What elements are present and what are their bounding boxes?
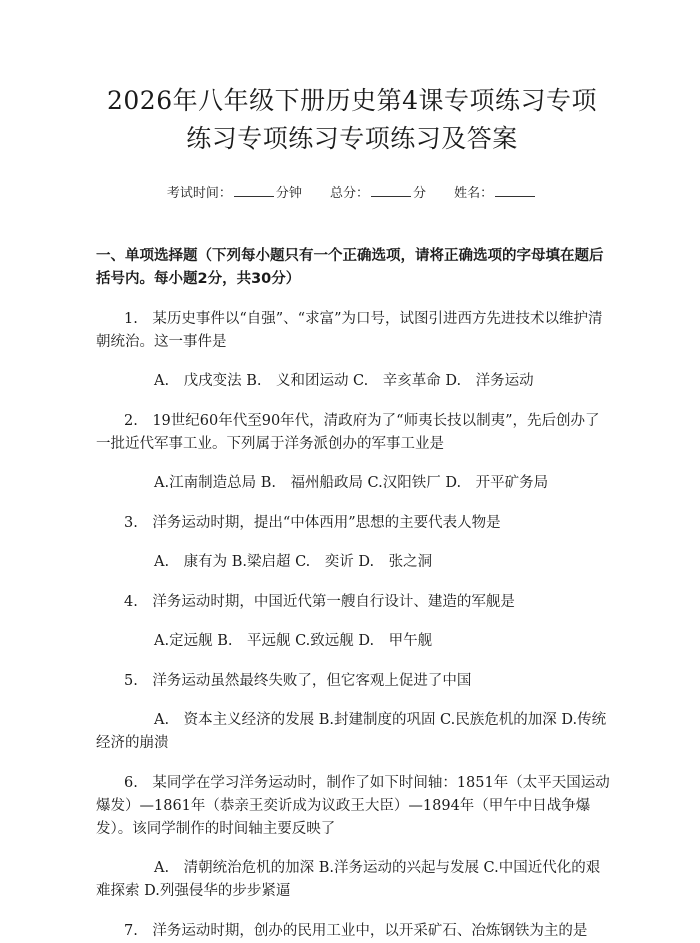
total-score-field xyxy=(330,186,430,201)
question-stem: 1. 某历史事件以“自强”、“求富”为口号，试图引进西方先进技术以维护清朝统治。这一事件是 xyxy=(96,311,603,350)
question-options: A. 清朝统治危机的加深 B.洋务运动的兴起与发展 C.中国近代化的艰难探索 D.列强侵华的步步紧逼 xyxy=(96,860,601,899)
question-options: A.定远舰 B. 平远舰 C.致远舰 D. 甲午舰 xyxy=(154,633,433,649)
total-score-unit: 分 xyxy=(413,186,427,201)
question-options: A. 资本主义经济的发展 B.封建制度的巩固 C.民族危机的加深 D.传统经济的崩溃 xyxy=(96,712,607,751)
question-options: A. 康有为 B.梁启超 C. 奕䜣 D. 张之洞 xyxy=(154,554,433,570)
question-stem: 2. 19世纪60年代至90年代，清政府为了“师夷长技以制夷”，先后创办了一批近代军事工业。下列属于洋务派创办的军事工业是 xyxy=(96,413,600,452)
exam-time-blank xyxy=(234,186,274,197)
student-name-blank xyxy=(495,186,535,197)
question-stem: 3. 洋务运动时期，提出“中体西用”思想的主要代表人物是 xyxy=(124,515,501,531)
question-stem: 5. 洋务运动虽然最终失败了，但它客观上促进了中国 xyxy=(124,673,472,689)
question-stem: 4. 洋务运动时期，中国近代第一艘自行设计、建造的军舰是 xyxy=(124,594,515,610)
question-options: A. 戊戌变法 B. 义和团运动 C. 辛亥革命 D. 洋务运动 xyxy=(154,373,534,389)
question-stem: 6. 某同学在学习洋务运动时，制作了如下时间轴：1851年（太平天国运动爆发）—1861年（恭亲王奕䜣成为议政王大臣）—1894年（甲午中日战争爆发）。该同学制作的时间轴主要反映了 xyxy=(96,775,610,837)
exam-time-label: 考试时间： xyxy=(166,186,232,201)
section-heading: 一、单项选择题（下列每小题只有一个正确选项，请将正确选项的字母填在题后括号内。每小题2分，共30分） xyxy=(96,248,604,287)
exam-info-line xyxy=(100,182,604,201)
question-options: A.江南制造总局 B. 福州船政局 C.汉阳铁厂 D. 开平矿务局 xyxy=(154,475,549,491)
exam-time-unit: 分钟 xyxy=(275,186,302,201)
exam-time-field xyxy=(167,186,306,201)
document-title xyxy=(100,82,604,158)
question-stem: 7. 洋务运动时期，创办的民用工业中，以开采矿石、冶炼钢铁为主的是 xyxy=(124,923,588,939)
title-line-2: 练习专项练习专项练习及答案 xyxy=(186,124,518,153)
total-score-label: 总分： xyxy=(329,186,369,201)
student-name-field xyxy=(454,186,537,201)
total-score-blank xyxy=(371,186,411,197)
student-name-label: 姓名： xyxy=(454,186,494,201)
title-line-1: 2026年八年级下册历史第4课专项练习专项 xyxy=(106,86,598,115)
